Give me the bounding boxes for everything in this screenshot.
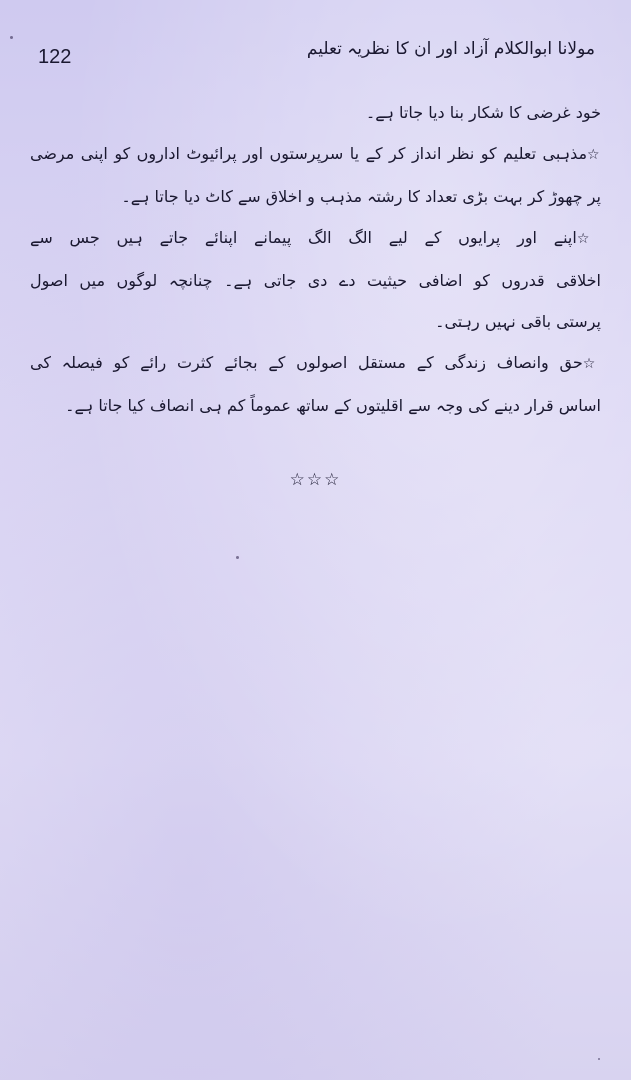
bullet-item-1-line-1 [30, 133, 601, 176]
star-bullet-icon: ☆ [587, 147, 601, 163]
bullet-item-2-line-2: اخلاقی قدروں کو اضافی حیثیت دے دی جاتی ہے۔ چنانچہ لوگوں میں اصول [30, 271, 601, 290]
bullet-item-2-line-1 [30, 217, 601, 260]
bullet-item-3-line-1 [30, 342, 601, 385]
paper-speck [10, 36, 13, 39]
star-bullet-icon: ☆ [576, 231, 601, 247]
bullet-item-1-line-2: پر چھوڑ کر بہت بڑی تعداد کا رشتہ مذہب و اخلاق سے کاٹ دیا جاتا ہے۔ [121, 187, 601, 206]
paper-speck [598, 1058, 600, 1060]
text-line-1: خود غرضی کا شکار بنا دیا جاتا ہے۔ [365, 103, 601, 122]
paper-speck [236, 556, 239, 559]
bullet-item-3-line-2: اساس قرار دینے کی وجہ سے اقلیتوں کے ساتھ عموماً کم ہی انصاف کیا جاتا ہے۔ [65, 396, 601, 415]
running-title: مولانا ابوالکلام آزاد اور ان کا نظریہ تعلیم [306, 39, 595, 59]
body-text [30, 92, 601, 426]
bullet-item-1-text-a: مذہبی تعلیم کو نظر انداز کر کے یا سرپرستوں اور پرائیوٹ اداروں کو اپنی مرضی [30, 144, 588, 163]
bullet-item-2-line-3: پرستی باقی نہیں رہتی۔ [435, 312, 601, 331]
star-bullet-icon: ☆ [582, 356, 601, 372]
bullet-item-2-text-a: اپنے اور پرایوں کے لیے الگ الگ پیمانے اپنائے جاتے ہیں جس سے [30, 228, 577, 247]
section-end-stars: ☆☆☆ [289, 470, 342, 490]
bullet-item-3-text-a: حق وانصاف زندگی کے مستقل اصولوں کے بجائے کثرت رائے کو فیصلہ کی [30, 353, 583, 372]
page-number: 122 [38, 46, 72, 68]
